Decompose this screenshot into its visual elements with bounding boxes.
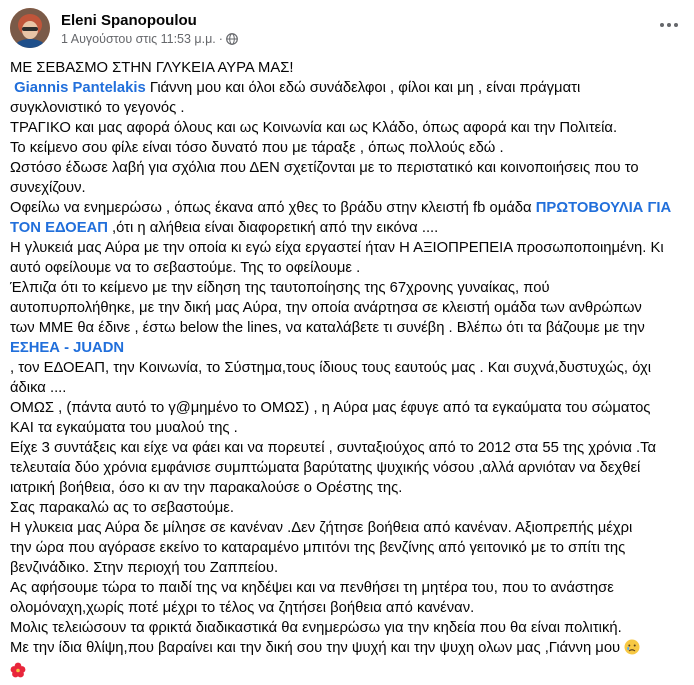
post-line: Σας παρακαλώ ας το σεβαστούμε. (10, 500, 234, 516)
post-line: Ας αφήσουμε τώρα το παιδί της να κηδέψει και να πενθήσει τη μητέρα του, που το ανάστησε (10, 580, 614, 596)
post-line: ολομόναχη,χωρίς ποτέ μέχρι το τέλος να ζητήσει βοήθεια από κανέναν. (10, 600, 475, 616)
post-text: Οφείλω να ενημερώσω , όπως έκανα από χθες το βράδυ στην κλειστή fb ομάδα (10, 200, 536, 216)
post-line (10, 338, 690, 358)
post-text: Γιάννη μου και όλοι εδώ συνάδελφοι , φίλοι και μη , είναι πράγματι (145, 80, 581, 96)
post-line: Είχε 3 συντάξεις και είχε να φάει και να πορευτεί , συνταξιούχος από το 2012 στα 55 της χρόνια .Τα (10, 440, 657, 456)
mention-esiea-juadn[interactable]: ΕΣΗΕΑ - JUADN (10, 340, 125, 356)
post-line: Έλπιζα ότι το κείμενο με την είδηση της ταυτοποίησης της 67χρονης γυναίκας, πού (10, 280, 550, 296)
post-line (10, 638, 690, 661)
post-line: ΤΡΑΓΙΚΟ και μας αφορά όλους και ως Κοινωνία και ως Κλάδο, όπως αφορά και την Πολιτεία. (10, 120, 618, 136)
post-text: ,ότι η αλήθεια είναι διαφορετική από την εικόνα .... (107, 220, 439, 236)
author-name[interactable]: Eleni Spanopoulou (61, 12, 197, 29)
post-line: συγκλονιστικό το γεγονός . (10, 100, 185, 116)
more-options-icon[interactable] (654, 10, 684, 40)
post-meta (61, 32, 238, 48)
post-line: άδικα .... (10, 380, 67, 396)
post-line (10, 218, 690, 238)
post-line: Το κείμενο σου φίλε είναι τόσο δυνατό που με τάραξε , όπως πολλούς εδώ . (10, 140, 504, 156)
post-line: Η γλυκειά μας Αύρα με την οποία κι εγώ είχα εργαστεί ήταν Η ΑΞΙΟΠΡΕΠΕΙΑ προσωποποιημένη. Κι (10, 240, 664, 256)
post-body (10, 58, 690, 684)
post-line: τελευταία δύο χρόνια εμφάνισε συμπτώματα βαρύτατης ψυχικής νόσου ,αλλά αρνιόταν να δεχθεί (10, 460, 641, 476)
post-line: ιατρική βοήθεια, όσο κι αν την παρακαλούσε ο Ορέστης της. (10, 480, 403, 496)
post-line: αυτό οφείλουμε να το σεβαστούμε. Της το οφείλουμε . (10, 260, 361, 276)
post-header (10, 8, 684, 50)
post-line (10, 78, 690, 98)
post-line: ΚΑΙ τα εγκαύματα του μυαλού της . (10, 420, 238, 436)
post-line: των ΜΜΕ θα έδινε , έστω below the lines, να καταλάβετε τι συνέβη . Βλέπω ότι τα βάζουμε με την (10, 320, 645, 336)
author-avatar[interactable] (10, 8, 50, 48)
mention-group-edoeap[interactable]: ΠΡΩΤΟΒΟΥΛΙΑ ΓΙΑ (535, 200, 672, 216)
meta-separator: · (218, 32, 223, 46)
post-line: βενζινάδικο. Στην περιοχή του Ζαππείου. (10, 560, 279, 576)
post-line: Μολις τελειώσουν τα φρικτά διαδικαστικά θα ενημερώσω για την κηδεία που θα είναι πολιτική. (10, 620, 622, 636)
post-line (10, 661, 690, 684)
avatar-photo (10, 8, 50, 48)
sad-face-emoji-icon (624, 639, 640, 661)
post-date[interactable]: 1 Αυγούστου στις 11:53 μ.μ. (61, 32, 216, 46)
post-line: ΟΜΩΣ , (πάντα αυτό το γ@μημένο το ΟΜΩΣ) , η Αύρα μας έφυγε από τα εγκαύματα του σώματος (10, 400, 651, 416)
post-line: ΜΕ ΣΕΒΑΣΜΟ ΣΤΗΝ ΓΛΥΚΕΙΑ ΑΥΡΑ ΜΑΣ! (10, 60, 294, 76)
mention-group-edoeap-cont[interactable]: ΤΟΝ ΕΔΟΕΑΠ (10, 220, 108, 236)
post-line: Ωστόσο έδωσε λαβή για σχόλια που ΔΕΝ σχετίζονται με το περιστατικό και κοινοποιήσεις που το (10, 160, 639, 176)
post-text: Με την ίδια θλίψη,που βαραίνει και την δική σου την ψυχή και την ψυχη ολων μας ,Γιάννη μου (10, 640, 625, 656)
post-line: , τον ΕΔΟΕΑΠ, την Κοινωνία, το Σύστημα,τους ίδιους τους εαυτούς μας . Και συχνά,δυστυχώς, όχι (10, 360, 652, 376)
post-line: Η γλυκεια μας Αύρα δε μίλησε σε κανέναν .Δεν ζήτησε βοήθεια από κανέναν. Αξιοπρεπής μέχρι (10, 520, 633, 536)
post-line: αυτοπυρπολήθηκε, με την δική μας Αύρα, την οποία ανάρτησα σε κλειστή ομάδα των ανθρώπων (10, 300, 642, 316)
post-line: συνεχίζουν. (10, 180, 86, 196)
post-line (10, 198, 690, 218)
hibiscus-emoji-icon (10, 662, 26, 684)
mention-giannis-pantelakis[interactable]: Giannis Pantelakis (14, 80, 146, 96)
globe-icon[interactable] (226, 33, 238, 48)
post-line: την ώρα που αγόρασε εκείνο το καταραμένο μπιτόνι της βενζίνης από γειτονικό με το σπίτι της (10, 540, 626, 556)
